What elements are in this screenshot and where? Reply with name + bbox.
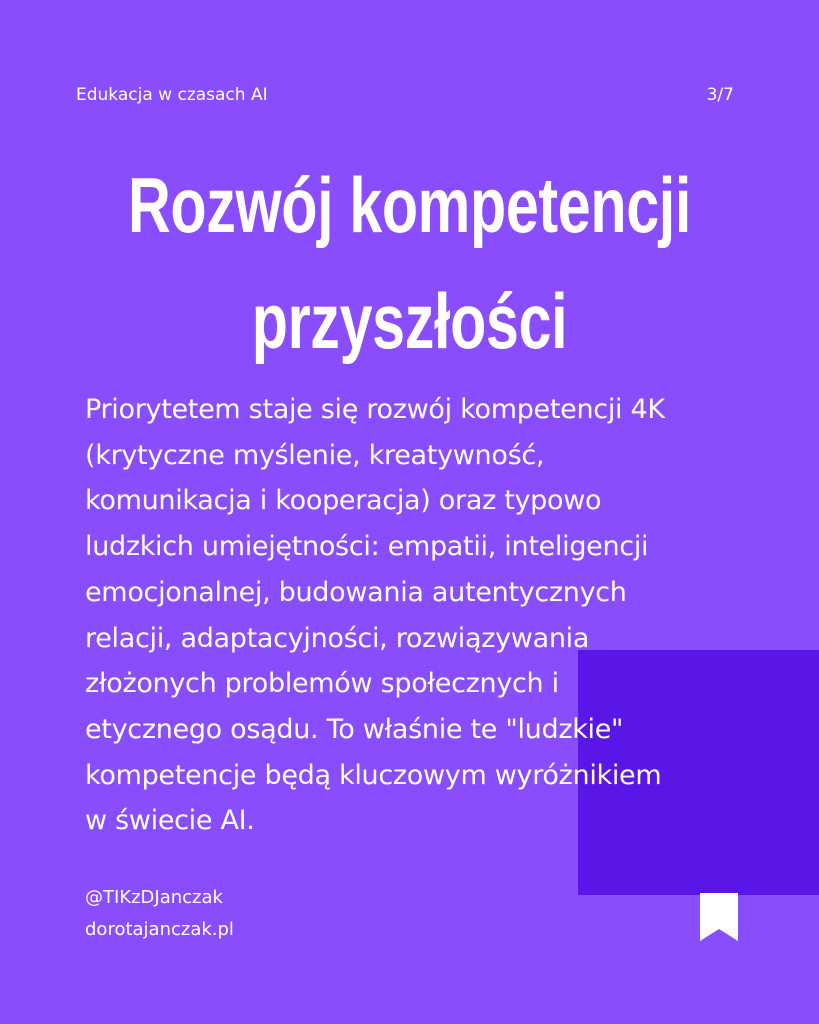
bookmark-icon[interactable] [700,893,738,941]
body-line: komunikacja i kooperacja) oraz typowo [85,485,602,517]
website-link[interactable]: dorotajanczak.pl [85,919,234,940]
body-line: etycznego osądu. To właśnie te "ludzkie" [85,713,624,745]
series-label: Edukacja w czasach AI [76,85,268,105]
body-line: (krytyczne myślenie, kreatywność, [85,439,545,471]
body-line: złożonych problemów społecznych i [85,668,559,700]
body-line: ludzkich umiejętności: empatii, inteligencji [85,531,649,563]
page-title-line-1: Rozwój kompetencji [128,161,691,249]
body-line: w świecie AI. [85,805,255,837]
body-line: kompetencje będą kluczowym wyróżnikiem [85,759,662,791]
page-counter: 3/7 [706,85,734,105]
social-handle: @TIKzDJanczak [85,887,223,908]
body-line: Priorytetem staje się rozwój kompetencji 4K [85,394,665,425]
body-paragraph [85,387,795,844]
body-line: relacji, adaptacyjności, rozwiązywania [85,622,590,654]
page-title-line-2: przyszłości [251,277,568,365]
body-line: emocjonalnej, budowania autentycznych [85,576,627,608]
